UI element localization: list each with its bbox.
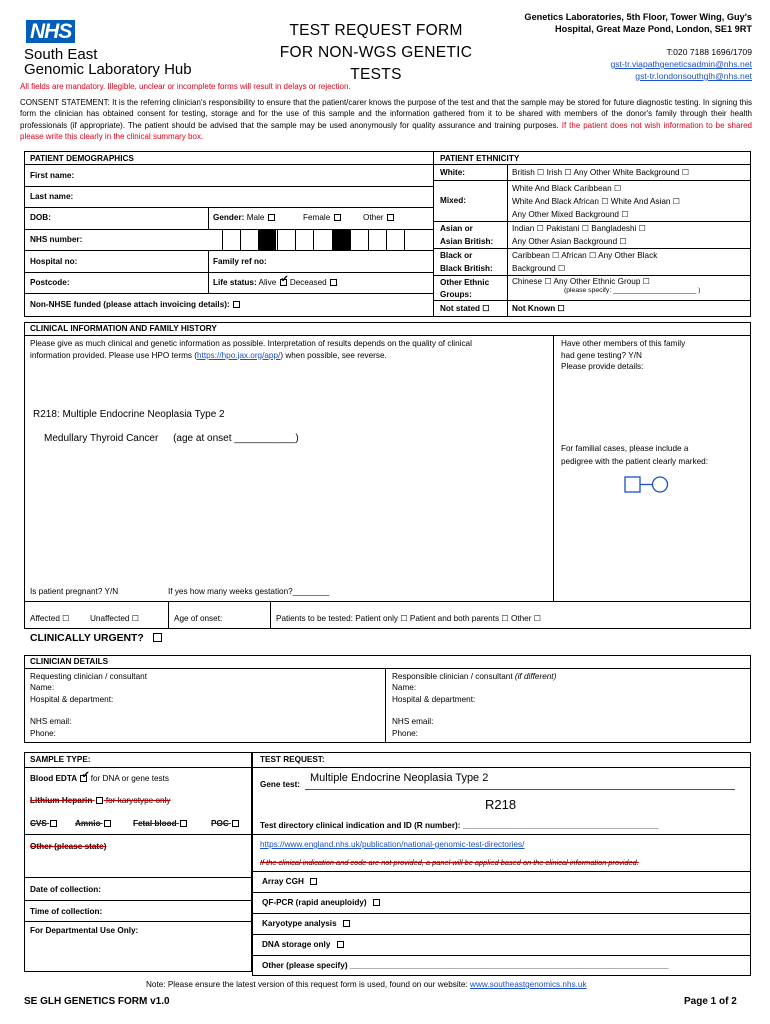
non-nhse-field: Non-NHSE funded (please attach invoicing details):	[30, 300, 241, 310]
form-version: SE GLH GENETICS FORM v1.0	[24, 996, 170, 1007]
sample-type-section	[24, 752, 252, 972]
ethnicity-heading: PATIENT ETHNICITY	[440, 154, 520, 163]
pedigree-instructions: For familial cases, please include a pedigree with the patient clearly marked:	[561, 444, 708, 466]
patients-tested-options[interactable]: Patients to be tested: Patient only ☐ Patient and both parents ☐ Other ☐	[276, 614, 542, 623]
mixed-options[interactable]: White And Black Caribbean ☐ White And Black African ☐ White And Asian ☐ Any Other Mixed Background ☐	[512, 184, 681, 220]
gender-other: Other	[363, 213, 395, 223]
poc-option[interactable]: POC	[211, 819, 240, 829]
dna-storage-checkbox[interactable]	[337, 941, 344, 948]
blood-edta-checkbox[interactable]	[80, 770, 90, 782]
mandatory-note: All fields are mandatory. Illegible, unclear or incomplete forms will result in delays or rejection.	[20, 82, 351, 91]
gender-field: Gender: Male	[213, 213, 276, 223]
nhs-number-label: NHS number:	[30, 235, 83, 244]
hospital-no-label: Hospital no:	[30, 257, 78, 266]
lab-contact: T:020 7188 1696/1709 gst-tr.viapathgeneticsadmin@nhs.net gst-tr.londonsouthglh@nhs.net	[470, 46, 752, 82]
date-of-collection-label: Date of collection:	[30, 885, 101, 894]
panel-note: If the clinical indication and code are not provided, a panel will be applied based on the clinical information provided.	[260, 858, 639, 867]
demographics-heading: PATIENT DEMOGRAPHICS	[30, 154, 134, 163]
age-of-onset-label: Age of onset:	[174, 614, 223, 623]
dna-storage-option[interactable]: DNA storage only	[262, 940, 345, 950]
affected-option[interactable]: Affected ☐	[30, 614, 70, 623]
other-sample-option[interactable]: Other (please state)	[30, 842, 107, 851]
gender-male-checkbox[interactable]	[268, 214, 275, 221]
black-label: Black or Black British:	[440, 251, 493, 273]
fetal-blood-option[interactable]: Fetal blood	[133, 819, 188, 829]
checkmark-icon: ✔	[280, 274, 289, 285]
test-directory-link[interactable]: https://www.england.nhs.uk/publication/national-genomic-test-directories/	[260, 840, 525, 849]
pregnant-question: Is patient pregnant? Y/N	[30, 587, 119, 596]
family-ref-label: Family ref no:	[213, 257, 267, 266]
time-of-collection-label: Time of collection:	[30, 907, 103, 916]
gestation-question: If yes how many weeks gestation?________	[168, 587, 330, 596]
karyotype-option[interactable]: Karyotype analysis	[262, 919, 351, 929]
clinical-summary-condition[interactable]: Medullary Thyroid Cancer (age at onset ___________)	[44, 433, 299, 444]
consent-statement: CONSENT STATEMENT: It is the referring clinician's responsibility to ensure that the patient/carer knows the purpose of the test and that the sample may be stored for future diagnostic testing. In signing this form the clinician has obtained consent for testing, storage and for the use of this sample and the information gathered from it to be shared with members of the donor's family through their health professionals (if appropriate). The patient should be advised that the sample may be used anonymously for quality assurance and training purposes. If the patient does not wish information to be shared please write this clearly in the clinical summary box.	[20, 98, 752, 142]
unaffected-option[interactable]: Unaffected ☐	[90, 614, 140, 623]
family-testing-question: Have other members of this family had gene testing? Y/N Please provide details:	[561, 339, 686, 371]
nhs-number-boxes[interactable]	[222, 229, 407, 250]
other-ethnic-options[interactable]: Chinese ☐ Any Other Ethnic Group ☐ (please specify: ______________________ )	[512, 277, 701, 295]
website-link[interactable]: www.southeastgenomics.nhs.uk	[470, 980, 587, 989]
pedigree-symbol-icon	[623, 474, 671, 498]
blood-edta-option[interactable]: Blood EDTA ✔ for DNA or gene tests	[30, 770, 169, 783]
responsible-clinician: Responsible clinician / consultant (if different) Name: Hospital & department: NHS email: Phone:	[392, 672, 557, 738]
test-directory-label: Test directory clinical indication and ID (R number): ___________________________________________	[260, 821, 659, 830]
non-nhse-checkbox[interactable]	[233, 301, 240, 308]
email-link-2[interactable]: gst-tr.londonsouthglh@nhs.net	[635, 71, 752, 81]
asian-label: Asian or Asian British:	[440, 224, 494, 246]
departmental-use-label: For Departmental Use Only:	[30, 926, 139, 935]
qf-pcr-checkbox[interactable]	[373, 899, 380, 906]
not-stated-option[interactable]: Not stated ☐	[440, 304, 490, 313]
email-link-1[interactable]: gst-tr.viapathgeneticsadmin@nhs.net	[610, 59, 752, 69]
gene-test-label: Gene test:	[260, 780, 301, 789]
last-name-label: Last name:	[30, 192, 74, 201]
requesting-clinician: Requesting clinician / consultant Name: Hospital & department: NHS email: Phone:	[30, 672, 147, 738]
cvs-option[interactable]: CVS	[30, 819, 58, 829]
form-title: TEST REQUEST FORM FOR NON-WGS GENETIC TESTS	[279, 22, 473, 83]
footer-note: Note: Please ensure the latest version of this request form is used, found on our website: www.southeastgenomics.nhs.uk	[146, 980, 587, 989]
asian-options[interactable]: Indian ☐ Pakistani ☐ Bangladeshi ☐ Any Other Asian Background ☐	[512, 224, 646, 246]
array-cgh-option[interactable]: Array CGH	[262, 877, 318, 887]
postcode-label: Postcode:	[30, 278, 70, 287]
nhs-logo: NHS	[26, 19, 75, 45]
lab-address: Genetics Laboratories, 5th Floor, Tower Wing, Guy's Hospital, Great Maze Pond, London, SE1 9RT	[524, 12, 752, 34]
mixed-label: Mixed:	[440, 196, 466, 205]
org-name: South East Genomic Laboratory Hub	[24, 46, 192, 78]
first-name-label: First name:	[30, 171, 75, 180]
hpo-link[interactable]: https://hpo.jax.org/app/	[197, 350, 281, 360]
not-known-option[interactable]: Not Known ☐	[512, 304, 565, 313]
white-options[interactable]: British ☐ Irish ☐ Any Other White Background ☐	[512, 168, 690, 177]
clinical-summary-diagnosis[interactable]: R218: Multiple Endocrine Neoplasia Type 2	[33, 409, 225, 420]
gender-other-checkbox[interactable]	[387, 214, 394, 221]
clinician-heading: CLINICIAN DETAILS	[30, 657, 109, 666]
dob-label: DOB:	[30, 213, 51, 222]
gender-female: Female	[303, 213, 342, 223]
clinical-heading: CLINICAL INFORMATION AND FAMILY HISTORY	[30, 324, 217, 333]
karyotype-checkbox[interactable]	[343, 920, 350, 927]
test-request-heading: TEST REQUEST:	[260, 755, 325, 764]
checkmark-icon: ✔	[81, 770, 90, 781]
white-label: White:	[440, 168, 466, 177]
alive-checkbox[interactable]	[280, 274, 289, 286]
lithium-heparin-option[interactable]: Lithium Heparin for karyotype only	[30, 796, 171, 805]
deceased-checkbox[interactable]	[330, 279, 337, 286]
clinical-intro: Please give as much clinical and genetic information as possible. Interpretation of results depends on the quality of clinical information provided. Please use HPO terms (https://hpo.jax.org/app/) when possible, see reverse.	[30, 339, 472, 360]
urgent-checkbox[interactable]	[153, 633, 162, 642]
array-cgh-checkbox[interactable]	[310, 878, 317, 885]
black-options[interactable]: Caribbean ☐ African ☐ Any Other Black Background ☐	[512, 251, 658, 273]
other-ethnic-label: Other Ethnic Groups:	[440, 278, 490, 299]
clinically-urgent-field: CLINICALLY URGENT?	[30, 632, 163, 645]
other-test-field[interactable]: Other (please specify) ______________________________________________________________________	[262, 961, 669, 970]
sample-type-heading: SAMPLE TYPE:	[30, 755, 91, 764]
page-number: Page 1 of 2	[684, 996, 737, 1007]
life-status-field: Life status: Alive ✔ Deceased	[213, 278, 338, 288]
gender-female-checkbox[interactable]	[334, 214, 341, 221]
qf-pcr-option[interactable]: QF-PCR (rapid aneuploidy)	[262, 898, 381, 908]
gene-test-value[interactable]: Multiple Endocrine Neoplasia Type 2	[310, 772, 489, 784]
r-number-value[interactable]: R218	[485, 797, 517, 812]
amnio-option[interactable]: Amnio	[75, 819, 112, 829]
